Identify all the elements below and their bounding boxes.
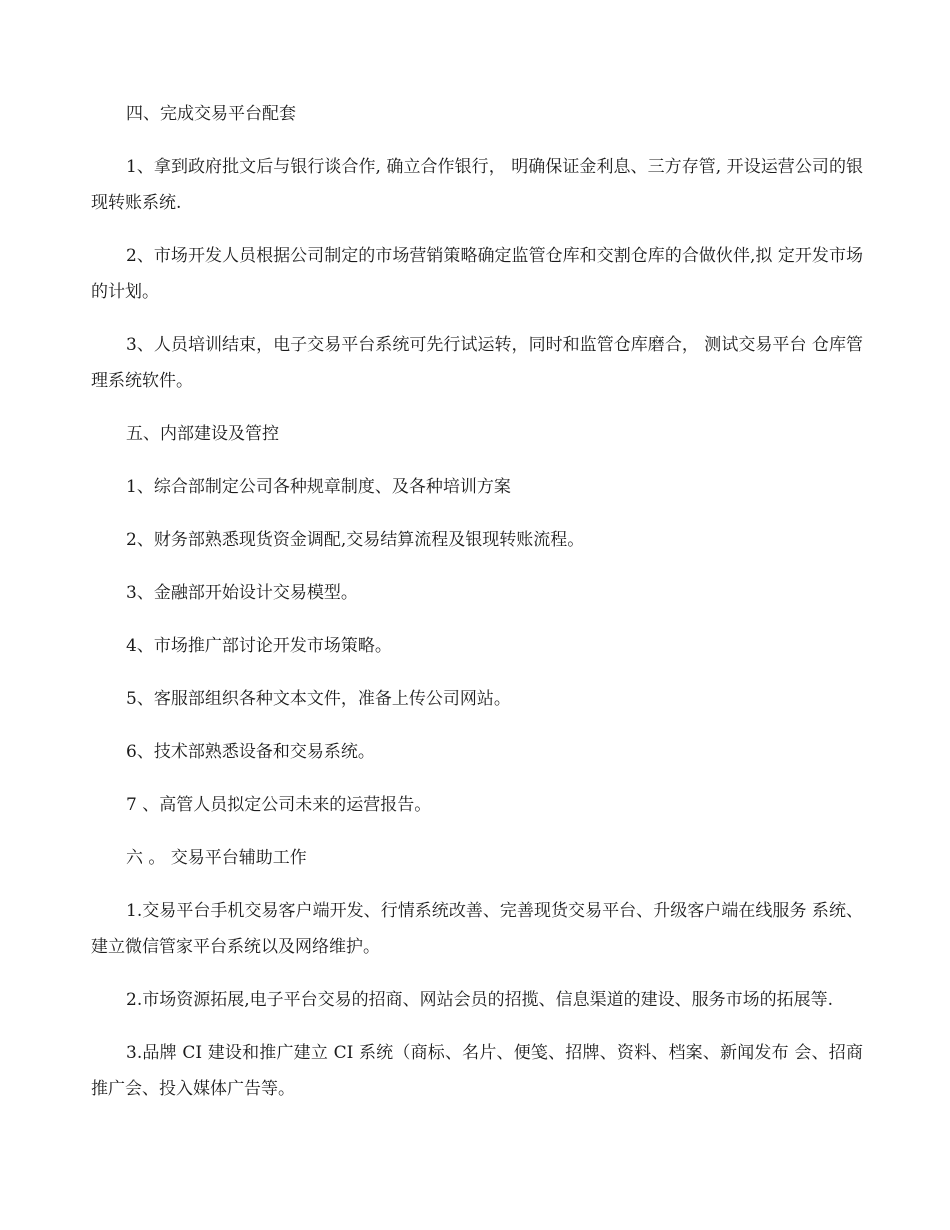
paragraph: 1、拿到政府批文后与银行谈合作, 确立合作银行， 明确保证金利息、三方存管, 开设运营公司的银现转账系统.	[91, 157, 863, 213]
paragraph: 3、人员培训结束，电子交易平台系统可先行试运转，同时和监管仓库磨合， 测试交易平台 仓库管理系统软件。	[91, 335, 863, 391]
paragraph: 3、金融部开始设计交易模型。	[126, 583, 358, 603]
paragraph: 2、财务部熟悉现货资金调配,交易结算流程及银现转账流程。	[126, 530, 585, 550]
paragraph: 5、客服部组织各种文本文件，准备上传公司网站。	[126, 689, 511, 709]
section-heading: 六 。 交易平台辅助工作	[126, 848, 307, 868]
paragraph: 2.市场资源拓展,电子平台交易的招商、网站会员的招揽、信息渠道的建设、服务市场的拓展等.	[126, 990, 834, 1010]
section-heading: 四、完成交易平台配套	[126, 104, 296, 124]
paragraph: 3.品牌 CI 建设和推广建立 CI 系统（商标、名片、便笺、招牌、资料、档案、新闻发布 会、招商推广会、投入媒体广告等。	[91, 1043, 863, 1099]
paragraph: 1、综合部制定公司各种规章制度、及各种培训方案	[126, 477, 511, 497]
paragraph: 1.交易平台手机交易客户端开发、行情系统改善、完善现货交易平台、升级客户端在线服务 系统、建立微信管家平台系统以及网络维护。	[91, 901, 863, 957]
document-body	[91, 96, 863, 1124]
paragraph: 7 、高管人员拟定公司未来的运营报告。	[126, 795, 432, 815]
section-heading: 五、内部建设及管控	[126, 424, 279, 444]
paragraph: 6、技术部熟悉设备和交易系统。	[126, 742, 375, 762]
paragraph: 2、市场开发人员根据公司制定的市场营销策略确定监管仓库和交割仓库的合做伙伴,拟 定开发市场的计划。	[91, 246, 863, 302]
paragraph: 4、市场推广部讨论开发市场策略。	[126, 636, 392, 656]
